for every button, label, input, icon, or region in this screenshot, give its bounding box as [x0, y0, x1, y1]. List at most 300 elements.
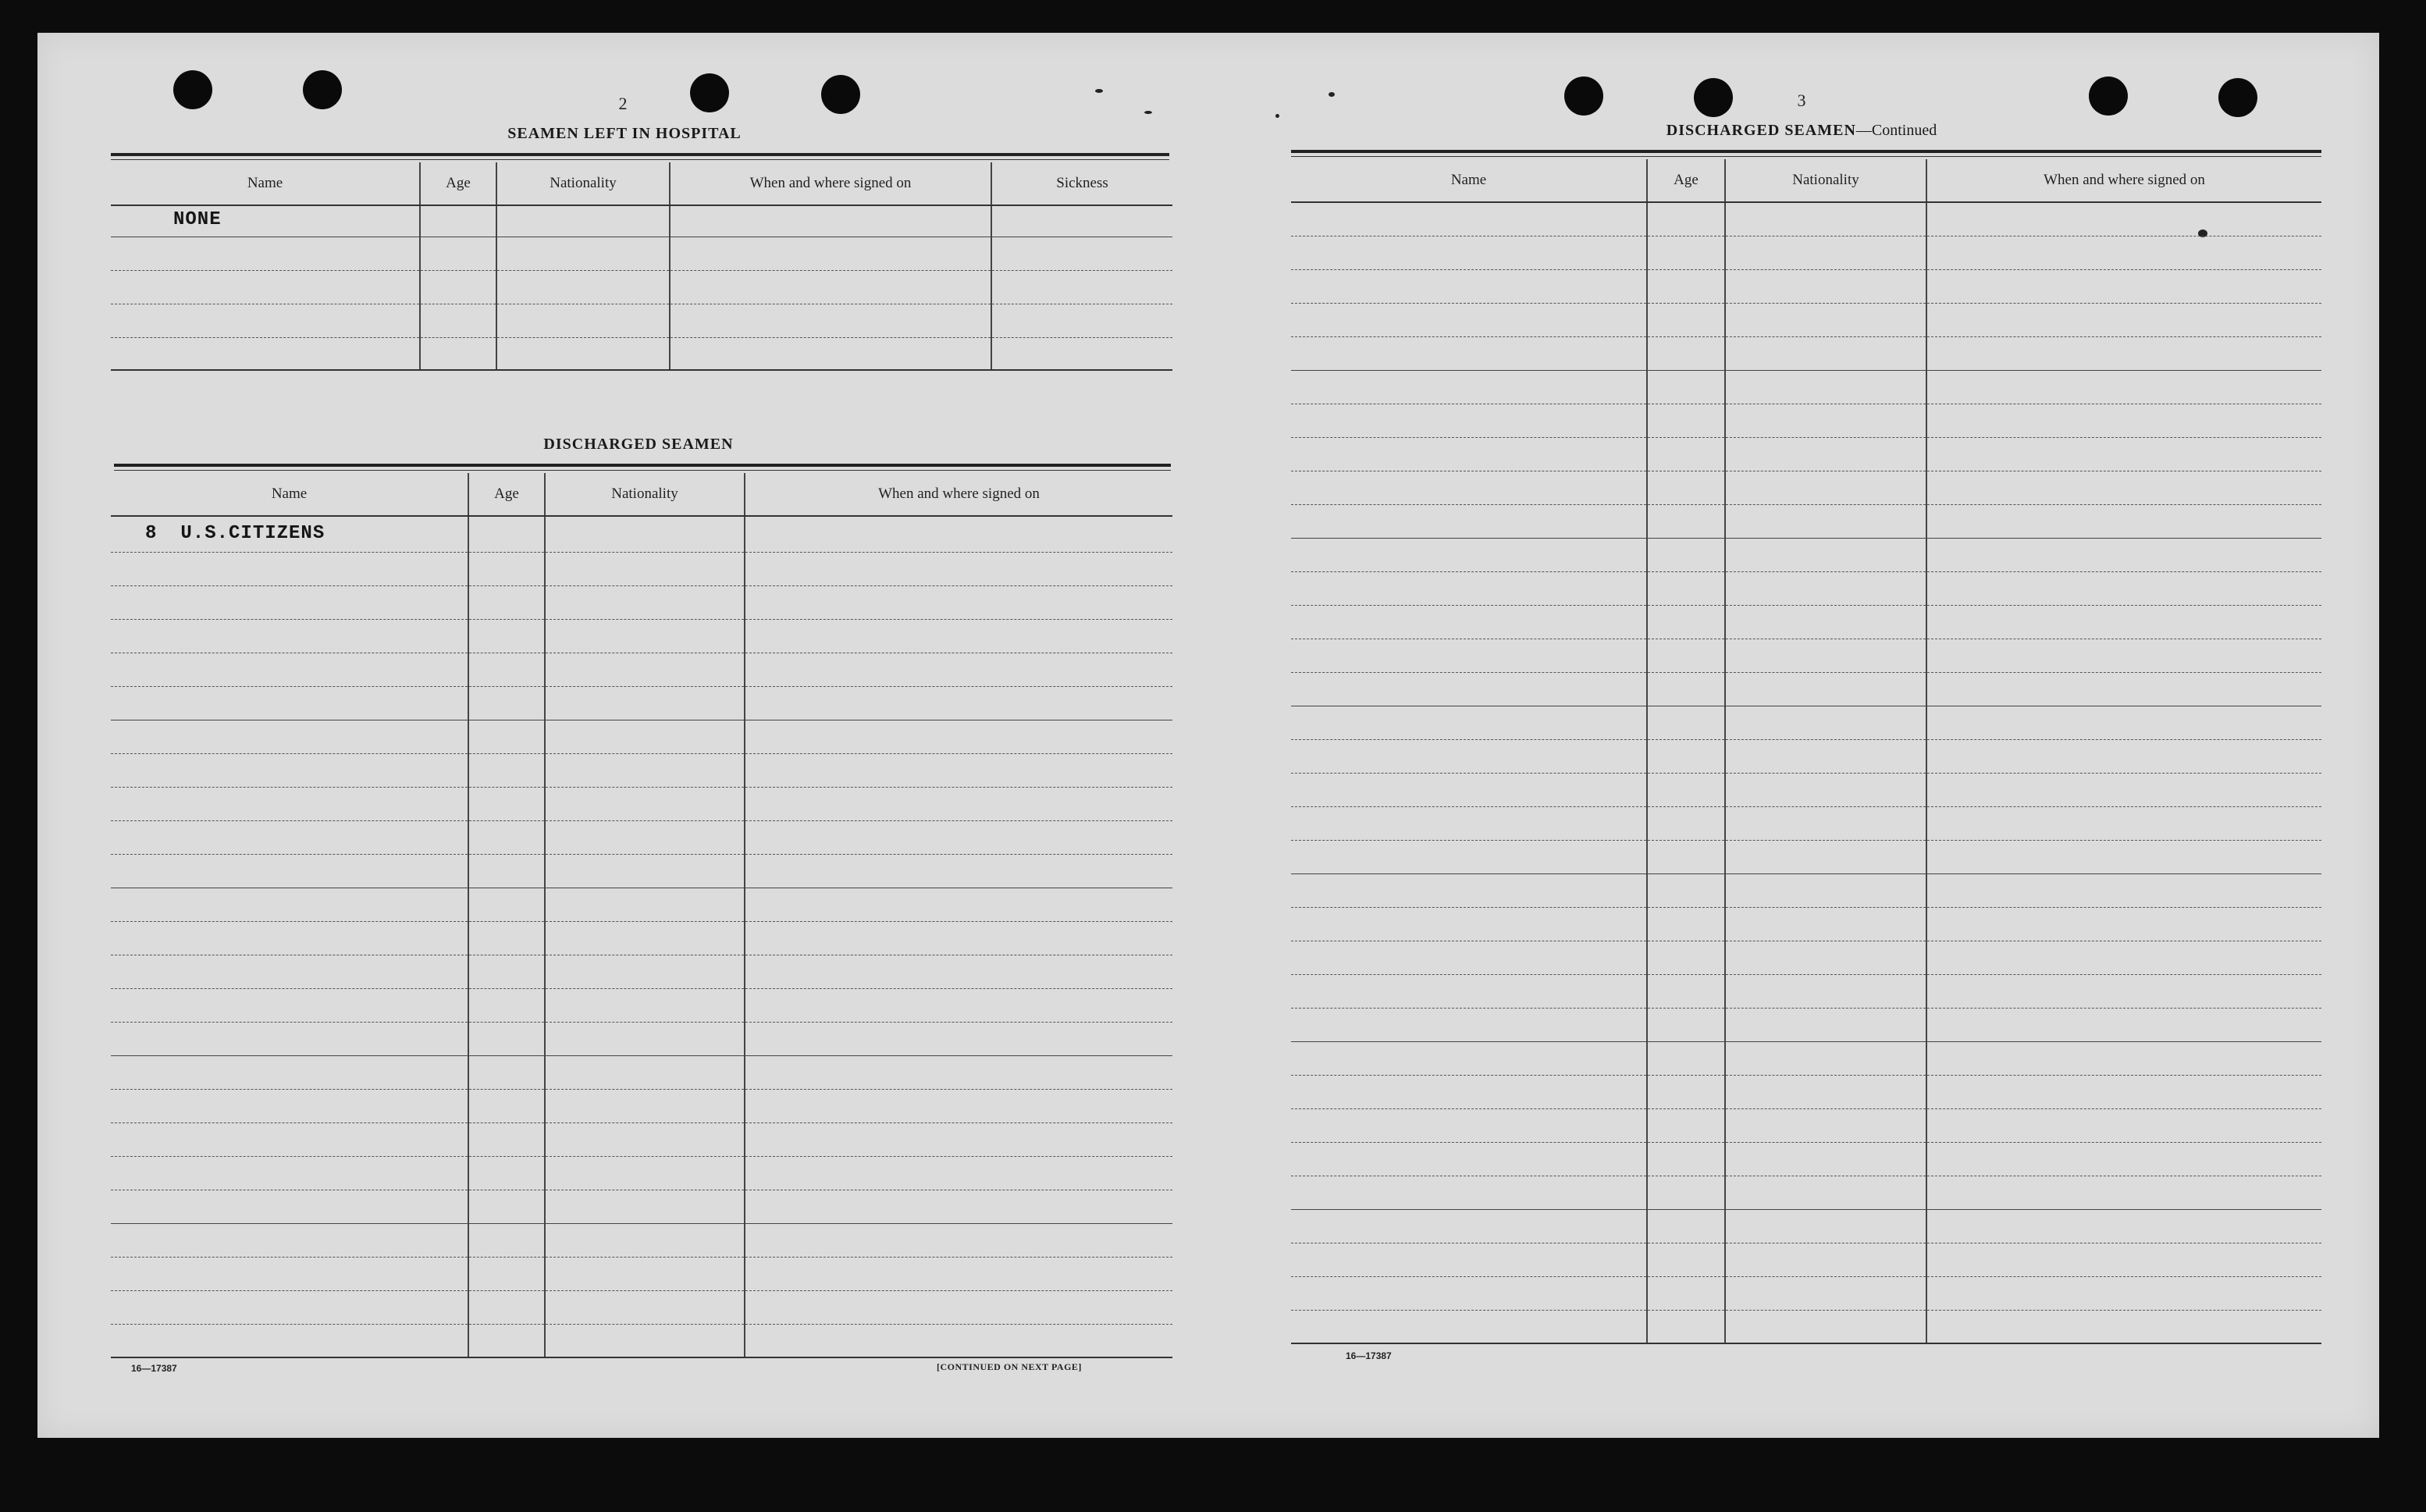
- age-cell: [468, 619, 545, 653]
- hospital-header-row: [111, 162, 1172, 205]
- table-row: [1291, 672, 2321, 706]
- age-cell: [468, 787, 545, 820]
- age-cell: [468, 955, 545, 988]
- table-row: [111, 988, 1172, 1022]
- nationality-cell: [545, 686, 745, 720]
- table-row: [1291, 907, 2321, 941]
- age-cell: [468, 585, 545, 619]
- page-number: 3: [1797, 91, 1806, 110]
- table-row: [1291, 236, 2321, 269]
- table-row: [1291, 202, 2321, 236]
- signed-on-cell: [745, 753, 1172, 787]
- table-row: [111, 1156, 1172, 1190]
- nationality-cell: [1725, 1310, 1926, 1343]
- signed-on-cell: [1926, 605, 2321, 639]
- table-row: [1291, 538, 2321, 571]
- signed-on-cell: [745, 888, 1172, 921]
- signed-on-cell: [1926, 1041, 2321, 1075]
- name-cell: [1291, 571, 1647, 605]
- signed-on-cell: [1926, 336, 2321, 370]
- name-cell: [1291, 437, 1647, 471]
- nationality-cell: [1725, 1276, 1926, 1310]
- name-cell: [1291, 672, 1647, 706]
- age-cell: [1647, 773, 1725, 806]
- age-cell: [1647, 1310, 1725, 1343]
- signed-on-cell: [670, 205, 991, 237]
- nationality-cell: [1725, 974, 1926, 1008]
- table-row: [111, 552, 1172, 585]
- column-header-age: Age: [1647, 159, 1725, 202]
- continued-note: [CONTINUED ON NEXT PAGE]: [937, 1361, 1082, 1372]
- nationality-cell: [545, 1257, 745, 1290]
- age-cell: [1647, 1243, 1725, 1276]
- nationality-cell: [545, 1190, 745, 1223]
- age-cell: [468, 1122, 545, 1156]
- age-cell: [1647, 370, 1725, 404]
- right-top-rule-thin: [1291, 156, 2321, 157]
- signed-on-cell: [745, 1257, 1172, 1290]
- signed-on-cell: [1926, 739, 2321, 773]
- signed-on-cell: [745, 921, 1172, 955]
- table-row: [111, 1257, 1172, 1290]
- table-row: [111, 720, 1172, 753]
- table-row: [111, 787, 1172, 820]
- table-row: [111, 888, 1172, 921]
- signed-on-cell: [1926, 773, 2321, 806]
- table-row: [1291, 437, 2321, 471]
- age-cell: [1647, 303, 1725, 336]
- nationality-cell: [1725, 941, 1926, 974]
- name-cell: [111, 854, 468, 888]
- title-continued: —Continued: [1855, 122, 1937, 139]
- nationality-cell: [1725, 269, 1926, 303]
- table-row: [1291, 1075, 2321, 1108]
- signed-on-cell: [745, 686, 1172, 720]
- name-cell: [111, 753, 468, 787]
- nationality-cell: [545, 720, 745, 753]
- signed-on-cell: [1926, 236, 2321, 269]
- signed-on-cell: [745, 1089, 1172, 1122]
- name-cell: [111, 270, 420, 304]
- signed-on-cell: [1926, 202, 2321, 236]
- nationality-cell: [545, 619, 745, 653]
- hospital-top-rule-thin: [111, 159, 1169, 160]
- age-cell: [1647, 236, 1725, 269]
- name-cell: [111, 1290, 468, 1324]
- name-cell: [1291, 941, 1647, 974]
- left-page: [37, 33, 1185, 1438]
- table-row: [111, 854, 1172, 888]
- age-cell: [420, 304, 496, 337]
- age-cell: [1647, 639, 1725, 672]
- table-row: [1291, 1243, 2321, 1276]
- table-row: [1291, 1176, 2321, 1209]
- age-cell: [1647, 1008, 1725, 1041]
- name-cell: [111, 205, 420, 237]
- signed-on-cell: [1926, 303, 2321, 336]
- table-row: [1291, 370, 2321, 404]
- column-header-age: Age: [420, 162, 496, 205]
- name-cell: [1291, 907, 1647, 941]
- discharged-header-row: [111, 473, 1172, 516]
- nationality-cell: [1725, 437, 1926, 471]
- name-cell: [1291, 840, 1647, 873]
- name-cell: [111, 888, 468, 921]
- form-code: 16—17387: [1346, 1350, 1392, 1361]
- age-cell: [468, 653, 545, 686]
- signed-on-cell: [745, 988, 1172, 1022]
- name-cell: [1291, 773, 1647, 806]
- nationality-cell: [1725, 1075, 1926, 1108]
- signed-on-cell: [745, 1156, 1172, 1190]
- name-cell: [1291, 538, 1647, 571]
- age-cell: [1647, 437, 1725, 471]
- age-cell: [1647, 1142, 1725, 1176]
- signed-on-cell: [1926, 1108, 2321, 1142]
- sickness-cell: [991, 237, 1172, 270]
- table-row: [111, 1324, 1172, 1357]
- table-row: [1291, 639, 2321, 672]
- column-header-sickness: Sickness: [991, 162, 1172, 205]
- nationality-cell: [496, 270, 670, 304]
- name-cell: [111, 337, 420, 370]
- signed-on-cell: [1926, 370, 2321, 404]
- signed-on-cell: [1926, 941, 2321, 974]
- signed-on-cell: [1926, 706, 2321, 739]
- age-cell: [1647, 202, 1725, 236]
- table-row: [111, 1190, 1172, 1223]
- nationality-cell: [545, 955, 745, 988]
- nationality-cell: [1725, 236, 1926, 269]
- hospital-entry-name: NONE: [173, 208, 222, 230]
- nationality-cell: [1725, 672, 1926, 706]
- discharged-table: [111, 473, 1172, 1358]
- column-header-signed-on: When and where signed on: [745, 473, 1172, 516]
- table-row: [111, 585, 1172, 619]
- age-cell: [1647, 739, 1725, 773]
- name-cell: [111, 516, 468, 552]
- sickness-cell: [991, 304, 1172, 337]
- age-cell: [468, 686, 545, 720]
- name-cell: [1291, 806, 1647, 840]
- age-cell: [468, 820, 545, 854]
- signed-on-cell: [670, 237, 991, 270]
- table-row: [111, 1223, 1172, 1257]
- nationality-cell: [1725, 739, 1926, 773]
- name-cell: [111, 585, 468, 619]
- nationality-cell: [1725, 471, 1926, 504]
- signed-on-cell: [1926, 1276, 2321, 1310]
- nationality-cell: [1725, 773, 1926, 806]
- name-cell: [1291, 471, 1647, 504]
- nationality-cell: [1725, 1041, 1926, 1075]
- nationality-cell: [545, 1290, 745, 1324]
- name-cell: [1291, 605, 1647, 639]
- name-cell: [1291, 336, 1647, 370]
- table-row: [111, 653, 1172, 686]
- name-cell: [111, 304, 420, 337]
- age-cell: [468, 1022, 545, 1055]
- table-row: [1291, 1209, 2321, 1243]
- age-cell: [468, 516, 545, 552]
- age-cell: [1647, 571, 1725, 605]
- name-cell: [1291, 1108, 1647, 1142]
- name-cell: [111, 787, 468, 820]
- nationality-cell: [1725, 404, 1926, 437]
- nationality-cell: [1725, 1209, 1926, 1243]
- discharged-section-title: DISCHARGED SEAMEN: [543, 436, 734, 453]
- signed-on-cell: [745, 820, 1172, 854]
- age-cell: [1647, 974, 1725, 1008]
- signed-on-cell: [1926, 1008, 2321, 1041]
- page-number: 2: [618, 94, 628, 113]
- column-header-age: Age: [468, 473, 545, 516]
- nationality-cell: [1725, 706, 1926, 739]
- name-cell: [1291, 1008, 1647, 1041]
- table-row: [1291, 1108, 2321, 1142]
- age-cell: [468, 1257, 545, 1290]
- age-cell: [1647, 907, 1725, 941]
- table-row: [1291, 739, 2321, 773]
- nationality-cell: [545, 653, 745, 686]
- nationality-cell: [545, 1324, 745, 1357]
- table-row: [1291, 840, 2321, 873]
- table-row: [1291, 605, 2321, 639]
- table-row: [111, 820, 1172, 854]
- signed-on-cell: [1926, 907, 2321, 941]
- name-cell: [111, 1089, 468, 1122]
- form-code: 16—17387: [131, 1363, 177, 1374]
- age-cell: [1647, 269, 1725, 303]
- signed-on-cell: [745, 653, 1172, 686]
- table-row: [1291, 773, 2321, 806]
- table-row: [1291, 404, 2321, 437]
- age-cell: [420, 205, 496, 237]
- table-row: [1291, 336, 2321, 370]
- table-row: [1291, 706, 2321, 739]
- age-cell: [1647, 941, 1725, 974]
- signed-on-cell: [745, 552, 1172, 585]
- nationality-cell: [496, 304, 670, 337]
- table-row: [1291, 303, 2321, 336]
- age-cell: [468, 854, 545, 888]
- right-top-rule: [1291, 150, 2321, 153]
- table-row: [1291, 1041, 2321, 1075]
- age-cell: [1647, 873, 1725, 907]
- table-row: [1291, 1008, 2321, 1041]
- signed-on-cell: [1926, 806, 2321, 840]
- signed-on-cell: [745, 720, 1172, 753]
- nationality-cell: [1725, 907, 1926, 941]
- signed-on-cell: [670, 304, 991, 337]
- name-cell: [111, 1257, 468, 1290]
- column-header-signed-on: When and where signed on: [670, 162, 991, 205]
- name-cell: [111, 1122, 468, 1156]
- nationality-cell: [545, 516, 745, 552]
- nationality-cell: [1725, 538, 1926, 571]
- name-cell: [1291, 1243, 1647, 1276]
- sickness-cell: [991, 337, 1172, 370]
- column-header-nationality: Nationality: [545, 473, 745, 516]
- name-cell: [1291, 404, 1647, 437]
- signed-on-cell: [1926, 504, 2321, 538]
- name-cell: [111, 921, 468, 955]
- scanned-form-sheet: [37, 33, 2379, 1438]
- hospital-section-title: SEAMEN LEFT IN HOSPITAL: [507, 125, 742, 142]
- nationality-cell: [1725, 370, 1926, 404]
- signed-on-cell: [745, 516, 1172, 552]
- nationality-cell: [545, 753, 745, 787]
- name-cell: [1291, 706, 1647, 739]
- nationality-cell: [545, 988, 745, 1022]
- age-cell: [1647, 605, 1725, 639]
- age-cell: [468, 753, 545, 787]
- column-header-name: Name: [111, 162, 420, 205]
- nationality-cell: [1725, 336, 1926, 370]
- name-cell: [111, 619, 468, 653]
- signed-on-cell: [745, 1055, 1172, 1089]
- name-cell: [1291, 974, 1647, 1008]
- table-row: [1291, 974, 2321, 1008]
- signed-on-cell: [1926, 639, 2321, 672]
- discharged-entry-name: U.S.CITIZENS: [180, 522, 325, 544]
- table-row: [111, 516, 1172, 552]
- signed-on-cell: [745, 1122, 1172, 1156]
- table-row: [111, 1055, 1172, 1089]
- nationality-cell: [1725, 806, 1926, 840]
- nationality-cell: [1725, 202, 1926, 236]
- nationality-cell: [1725, 1176, 1926, 1209]
- name-cell: [1291, 202, 1647, 236]
- signed-on-cell: [670, 337, 991, 370]
- name-cell: [111, 1223, 468, 1257]
- table-row: [1291, 806, 2321, 840]
- name-cell: [1291, 303, 1647, 336]
- nationality-cell: [1725, 504, 1926, 538]
- age-cell: [468, 921, 545, 955]
- name-cell: [111, 820, 468, 854]
- sickness-cell: [991, 270, 1172, 304]
- signed-on-cell: [1926, 404, 2321, 437]
- discharged-top-rule: [114, 464, 1171, 467]
- name-cell: [111, 988, 468, 1022]
- nationality-cell: [545, 1122, 745, 1156]
- signed-on-cell: [745, 1324, 1172, 1357]
- age-cell: [1647, 471, 1725, 504]
- discharged-continued-title: [1667, 122, 1937, 140]
- nationality-cell: [1725, 1008, 1926, 1041]
- signed-on-cell: [745, 585, 1172, 619]
- age-cell: [1647, 1108, 1725, 1142]
- name-cell: [1291, 639, 1647, 672]
- nationality-cell: [1725, 605, 1926, 639]
- signed-on-cell: [745, 619, 1172, 653]
- signed-on-cell: [1926, 1310, 2321, 1343]
- hospital-table: [111, 162, 1172, 371]
- column-header-nationality: Nationality: [496, 162, 670, 205]
- nationality-cell: [545, 820, 745, 854]
- name-cell: [1291, 269, 1647, 303]
- signed-on-cell: [745, 1223, 1172, 1257]
- name-cell: [1291, 1142, 1647, 1176]
- age-cell: [1647, 538, 1725, 571]
- name-cell: [111, 1156, 468, 1190]
- discharged-top-rule-thin: [114, 470, 1171, 471]
- name-cell: [111, 720, 468, 753]
- age-cell: [1647, 806, 1725, 840]
- right-page: [1255, 33, 2379, 1438]
- table-row: [111, 619, 1172, 653]
- table-row: [1291, 1142, 2321, 1176]
- name-cell: [111, 955, 468, 988]
- name-cell: [1291, 1276, 1647, 1310]
- table-row: [111, 1022, 1172, 1055]
- name-cell: [1291, 370, 1647, 404]
- age-cell: [1647, 1209, 1725, 1243]
- name-cell: [111, 237, 420, 270]
- signed-on-cell: [745, 854, 1172, 888]
- table-row: [1291, 873, 2321, 907]
- age-cell: [420, 270, 496, 304]
- discharged-continued-table: [1291, 159, 2321, 1344]
- name-cell: [1291, 1310, 1647, 1343]
- table-row: [1291, 471, 2321, 504]
- signed-on-cell: [1926, 1142, 2321, 1176]
- table-row: [1291, 571, 2321, 605]
- nationality-cell: [545, 787, 745, 820]
- signed-on-cell: [1926, 1075, 2321, 1108]
- age-cell: [468, 1223, 545, 1257]
- age-cell: [1647, 404, 1725, 437]
- table-row: [111, 270, 1172, 304]
- name-cell: [111, 1022, 468, 1055]
- nationality-cell: [1725, 303, 1926, 336]
- nationality-cell: [1725, 571, 1926, 605]
- signed-on-cell: [1926, 974, 2321, 1008]
- table-row: [1291, 941, 2321, 974]
- nationality-cell: [545, 1089, 745, 1122]
- nationality-cell: [496, 337, 670, 370]
- age-cell: [468, 552, 545, 585]
- nationality-cell: [545, 1055, 745, 1089]
- name-cell: [1291, 504, 1647, 538]
- name-cell: [111, 1324, 468, 1357]
- nationality-cell: [545, 921, 745, 955]
- hospital-top-rule: [111, 153, 1169, 156]
- nationality-cell: [545, 1156, 745, 1190]
- age-cell: [1647, 672, 1725, 706]
- table-row: [111, 1290, 1172, 1324]
- age-cell: [1647, 1276, 1725, 1310]
- nationality-cell: [545, 888, 745, 921]
- column-header-signed-on: When and where signed on: [1926, 159, 2321, 202]
- column-header-name: Name: [1291, 159, 1647, 202]
- age-cell: [468, 888, 545, 921]
- table-row: [111, 1122, 1172, 1156]
- table-row: [111, 955, 1172, 988]
- table-row: [111, 304, 1172, 337]
- name-cell: [1291, 1075, 1647, 1108]
- column-header-nationality: Nationality: [1725, 159, 1926, 202]
- nationality-cell: [545, 1022, 745, 1055]
- age-cell: [468, 1055, 545, 1089]
- table-row: [1291, 504, 2321, 538]
- nationality-cell: [545, 585, 745, 619]
- table-row: [111, 205, 1172, 237]
- signed-on-cell: [1926, 1209, 2321, 1243]
- signed-on-cell: [1926, 672, 2321, 706]
- table-row: [111, 686, 1172, 720]
